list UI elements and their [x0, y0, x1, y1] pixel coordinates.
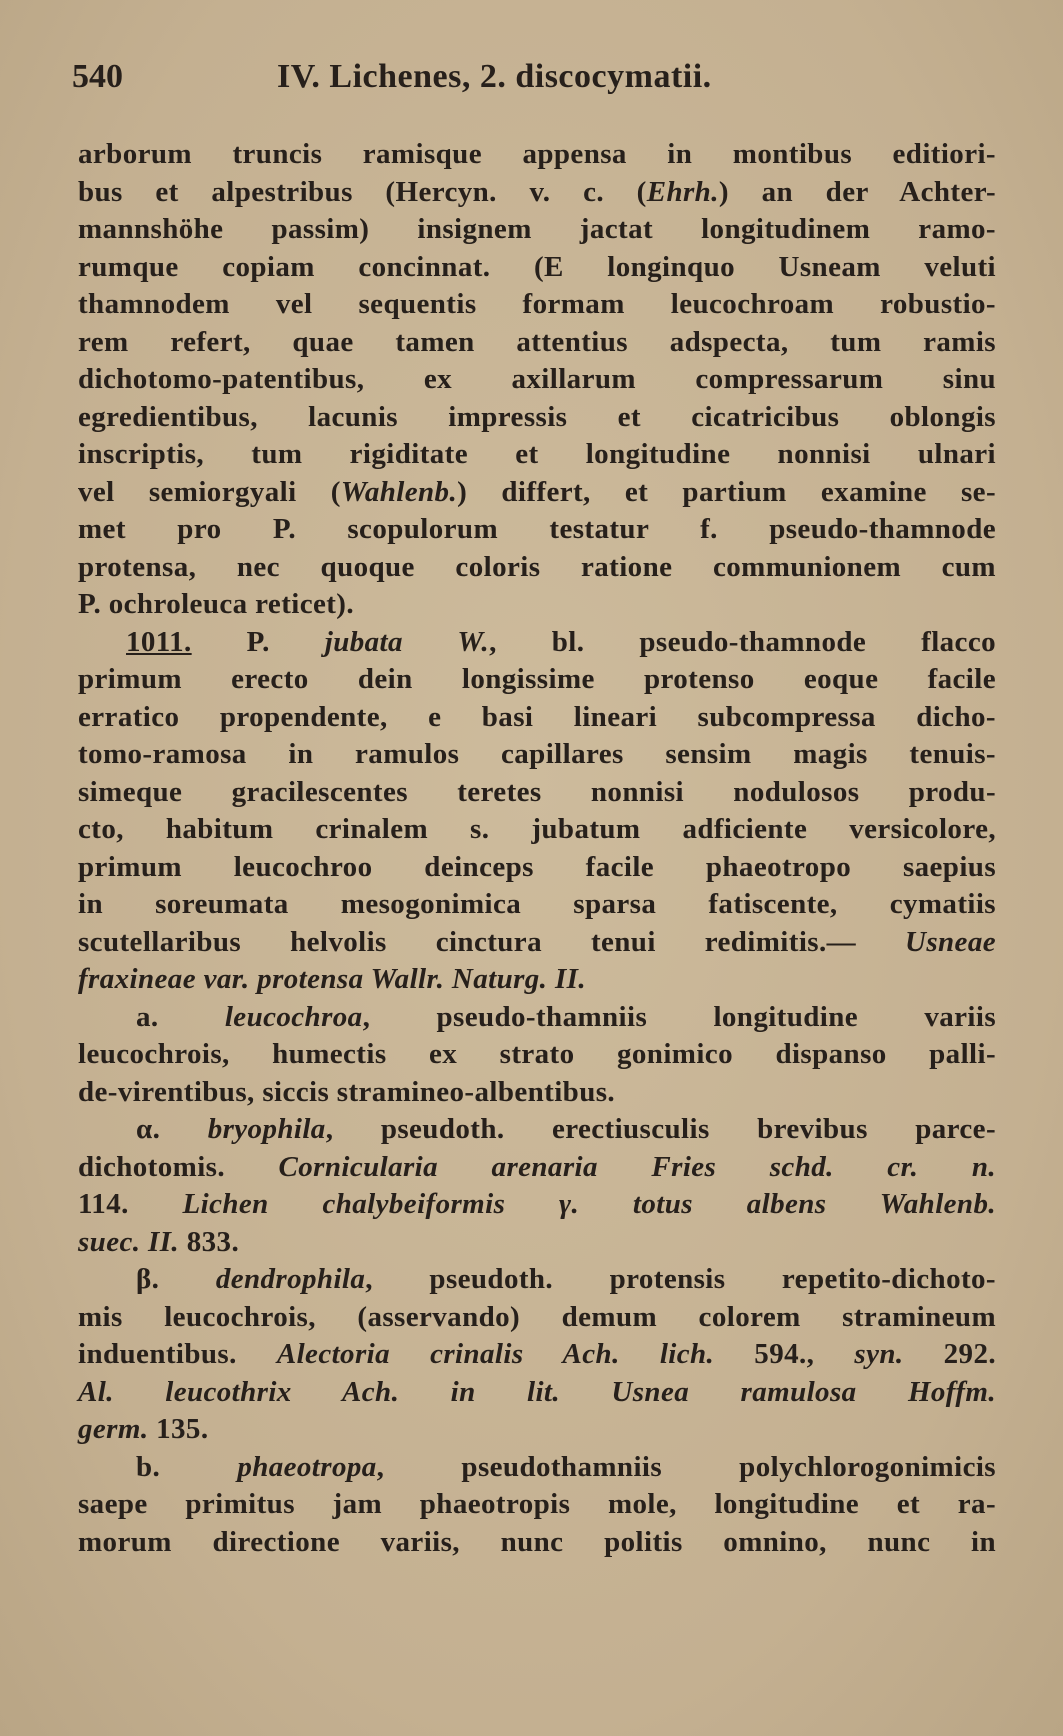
text-segment: erratico propendente, e basi lineari subcompressa dicho- [78, 700, 996, 733]
text-line [78, 436, 996, 474]
italic-text: Ehrh. [646, 175, 719, 208]
italic-text: suec. II. [78, 1225, 180, 1258]
text-line [78, 1449, 996, 1487]
text-line [78, 1336, 996, 1374]
text-segment: morum directione variis, nunc politis omnino, nunc in [78, 1525, 996, 1558]
italic-text: leucochroa [224, 1000, 363, 1033]
text-line [78, 1524, 996, 1562]
text-line [78, 1411, 996, 1449]
text-segment: , bl. pseudo-thamnode flacco [489, 625, 996, 658]
italic-text: fraxineae var. protensa Wallr. Naturg. II. [78, 963, 587, 995]
text-line [78, 211, 996, 249]
text-segment: β. [136, 1263, 216, 1295]
text-segment: 833. [179, 1225, 240, 1258]
text-line [78, 924, 996, 962]
italic-text: Usneae [904, 925, 996, 958]
text-segment: 114. [78, 1188, 183, 1220]
text-segment: egredientibus, lacunis impressis et cicatricibus oblongis [78, 400, 996, 433]
text-segment: , pseudo-thamniis longitudine variis [362, 1000, 997, 1033]
text-segment: 135. [148, 1413, 209, 1445]
italic-text: germ. [78, 1413, 149, 1445]
text-segment: b. [136, 1450, 238, 1483]
text-segment: dichotomo-patentibus, ex axillarum compressarum sinu [78, 363, 996, 395]
italic-text: Alectoria crinalis Ach. lich. [276, 1338, 715, 1370]
text-segment: leucochrois, humectis ex strato gonimico dispanso palli- [78, 1038, 996, 1070]
text-segment: met pro P. scopulorum testatur f. pseudo-thamnode [78, 513, 996, 545]
text-segment: induentibus. [78, 1338, 277, 1370]
text-segment: α. [136, 1113, 208, 1145]
italic-text: dendrophila [215, 1263, 366, 1295]
text-line [78, 624, 996, 662]
text-line [78, 1186, 996, 1224]
text-segment: vel semiorgyali ( [78, 475, 341, 508]
text-line [78, 249, 996, 287]
page-number: 540 [72, 58, 123, 95]
italic-text: syn. [854, 1338, 904, 1370]
text-line [78, 736, 996, 774]
text-segment: P. [191, 625, 325, 658]
text-segment: de-virentibus, siccis stramineo-albentibus. [78, 1075, 616, 1108]
text-segment: primum leucochroo deinceps facile phaeotropo saepius [78, 850, 996, 883]
text-segment: , pseudoth. protensis repetito-dichoto- [365, 1263, 996, 1295]
text-segment: P. ochroleuca reticet). [78, 588, 355, 620]
text-segment: ) an der Achter- [718, 175, 996, 208]
text-line [78, 999, 996, 1037]
text-segment: , pseudoth. erectiusculis brevibus parce- [325, 1113, 996, 1145]
text-segment: thamnodem vel sequentis formam leucochroam robustio- [78, 288, 996, 320]
text-line [78, 961, 996, 999]
text-line [78, 399, 996, 437]
text-segment: , pseudothamniis polychlorogonimicis [376, 1450, 996, 1483]
text-line [78, 549, 996, 587]
text-line [78, 1111, 996, 1149]
text-segment: inscriptis, tum rigiditate et longitudine nonnisi ulnari [78, 438, 996, 470]
page-header [72, 58, 792, 102]
text-segment: protensa, nec quoque coloris ratione communionem cum [78, 550, 996, 583]
text-line [78, 1486, 996, 1524]
text-segment: mis leucochrois, (asservando) demum colorem stramineum [78, 1300, 996, 1333]
text-line [78, 361, 996, 399]
text-segment: saepe primitus jam phaeotropis mole, longitudine et ra- [78, 1488, 996, 1520]
text-segment: 1011. [126, 625, 192, 658]
text-segment: simeque gracilescentes teretes nonnisi nodulosos produ- [78, 775, 996, 808]
text-line [78, 511, 996, 549]
text-line [78, 661, 996, 699]
text-segment: ) differt, et partium examine se- [457, 475, 996, 508]
text-line [78, 324, 996, 362]
text-line [78, 1074, 996, 1112]
text-segment: primum erecto dein longissime protenso eoque facile [78, 663, 996, 695]
text-segment: mannshöhe passim) insignem jactat longitudinem ramo- [78, 213, 996, 245]
text-line [78, 286, 996, 324]
text-line [78, 886, 996, 924]
text-line [78, 174, 996, 212]
text-segment: rumque copiam concinnat. (E longinquo Usneam veluti [78, 250, 996, 283]
text-line [78, 774, 996, 812]
text-segment: scutellaribus helvolis cinctura tenui redimitis.— [78, 925, 905, 958]
text-line [78, 1299, 996, 1337]
italic-text: Wahlenb. [340, 475, 458, 508]
text-segment: in soreumata mesogonimica sparsa fatiscente, cymatiis [78, 888, 996, 920]
text-segment: rem refert, quae tamen attentius adspecta, tum ramis [78, 325, 996, 358]
italic-text: phaeotropa [237, 1450, 377, 1483]
text-segment: bus et alpestribus (Hercyn. v. c. ( [78, 175, 647, 208]
text-segment: cto, habitum crinalem s. jubatum adficiente versicolore, [78, 813, 996, 845]
text-segment: a. [136, 1000, 225, 1033]
text-line [78, 136, 996, 174]
italic-text: Al. leucothrix Ach. in lit. Usnea ramulosa Hoffm. [78, 1375, 996, 1408]
text-line [78, 586, 996, 624]
text-segment: 594., [714, 1338, 855, 1370]
text-line [78, 1224, 996, 1262]
italic-text: Cornicularia arenaria Fries schd. cr. n. [278, 1150, 996, 1183]
text-segment: arborum truncis ramisque appensa in montibus editiori- [78, 138, 996, 170]
text-line [78, 1261, 996, 1299]
text-segment: dichotomis. [78, 1150, 279, 1183]
text-line [78, 849, 996, 887]
text-line [78, 1374, 996, 1412]
body-text [78, 136, 996, 1561]
italic-text: bryophila [207, 1113, 326, 1145]
text-line [78, 474, 996, 512]
running-title: IV. Lichenes, 2. discocymatii. [277, 58, 712, 95]
text-line [78, 1036, 996, 1074]
text-line [78, 811, 996, 849]
text-segment: tomo-ramosa in ramulos capillares sensim magis tenuis- [78, 738, 996, 770]
italic-text: jubata W. [324, 625, 490, 658]
italic-text: Lichen chalybeiformis γ. totus albens Wahlenb. [182, 1188, 996, 1220]
text-line [78, 699, 996, 737]
text-segment: 292. [903, 1338, 996, 1370]
text-line [78, 1149, 996, 1187]
